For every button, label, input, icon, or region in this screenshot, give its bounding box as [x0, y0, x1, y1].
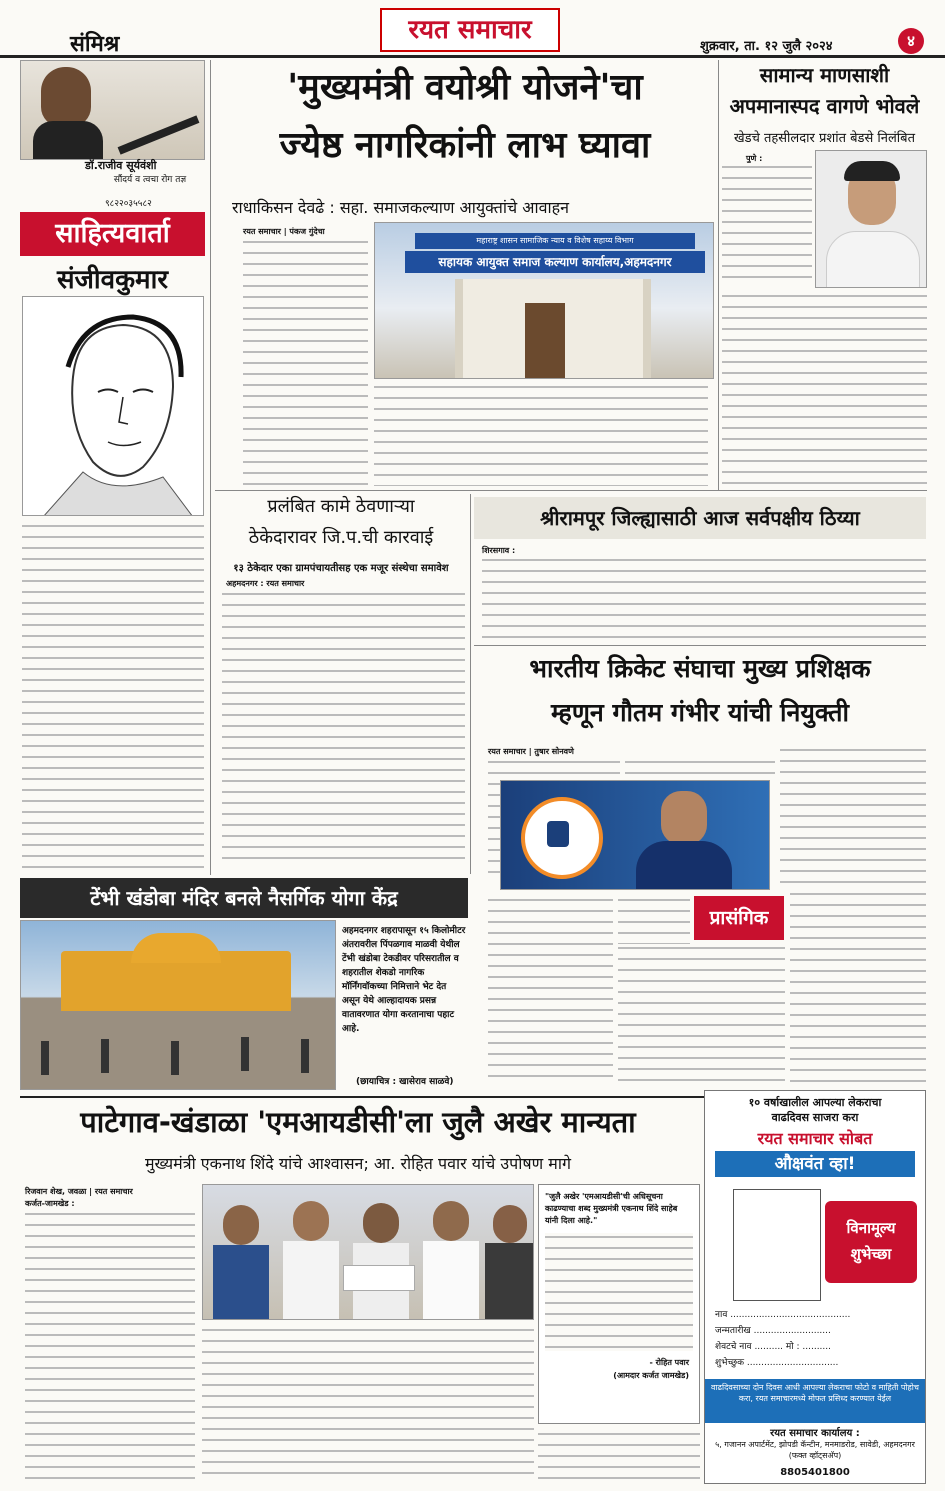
author-role: सौंदर्य व त्वचा रोग तज्ञ [113, 175, 187, 185]
story7-body-col3 [538, 1430, 700, 1480]
story7-deck: मुख्यमंत्री एकनाथ शिंदे यांचे आश्वासन; आ. रोहित पवार यांचे उपोषण मागे [144, 1154, 572, 1173]
ad-phone: 8805401800 [780, 1467, 850, 1478]
story4-dateline: शिरसगाव : [482, 546, 516, 555]
story7-quote: "जुलै अखेर 'एमआयडीसी'ची अधिसूचना काढण्याचा शब्द मुख्यमंत्री एकनाथ शिंदे साहेब यांनी दिला आहे." [545, 1192, 678, 1225]
story5-body-col3 [780, 746, 926, 886]
ad-office: रयत समाचार कार्यालय : [770, 1428, 860, 1439]
ad-line2: वाढदिवस साजरा करा [771, 1111, 859, 1124]
story7-headline: पाटेगाव-खंडाळा 'एमआयडीसी'ला जुलै अखेर मान्यता [80, 1105, 636, 1139]
story5-byline: रयत समाचार | तुषार सोनवणे [488, 747, 574, 756]
story3-deck: १३ ठेकेदार एका ग्रामपंचायतीसह एक मजूर संस्थेचा समावेश [233, 563, 449, 574]
story1-headline-line1: 'मुख्यमंत्री वयोश्री योजने'चा [287, 67, 643, 108]
ad-free-badge [825, 1201, 917, 1283]
issue-date: शुक्रवार, ता. १२ जुलै २०२४ [700, 39, 833, 54]
section-name: संमिश्र [70, 32, 120, 57]
ad-line3: रयत समाचार सोबत [757, 1129, 873, 1148]
story1-deck: राधाकिसन देवढे : सहा. समाजकल्याण आयुक्तांचे आवाहन [232, 198, 570, 217]
story2-dateline: पुणे : [746, 154, 763, 163]
story5-body-bottom4 [790, 890, 926, 1086]
story5-headline-line2: म्हणून गौतम गंभीर यांची नियुक्ती [551, 698, 849, 727]
story1-byline: रयत समाचार | पंकज गुंदेचा [243, 227, 325, 236]
column-subject: संजीवकुमार [57, 265, 168, 295]
story7-dateline: कर्जत-जामखेड : [25, 1199, 75, 1208]
ad-badge-line2: शुभेच्छा [850, 1245, 892, 1263]
story1-headline-line2: ज्येष्ठ नागरिकांनी लाभ घ्यावा [279, 125, 651, 166]
story3-headline-line1: प्रलंबित कामे ठेवणाऱ्या [267, 496, 415, 517]
story7-quote-box [538, 1184, 700, 1424]
story3-headline-line2: ठेकेदारावर जि.प.ची कारवाई [248, 527, 434, 548]
birthday-ad [704, 1090, 926, 1484]
column-title: साहित्यवार्ता [20, 212, 205, 256]
board-line1: महाराष्ट्र शासन सामाजिक न्याय व विशेष सहाय्य विभाग [415, 233, 695, 249]
author-name: डॉ.राजीव सूर्यवंशी [85, 159, 157, 172]
story5-gambhir-photo [500, 780, 770, 890]
story5-headline-line1: भारतीय क्रिकेट संघाचा मुख्य प्रशिक्षक [529, 654, 871, 683]
ad-line1: १० वर्षाखालील आपल्या लेकराचा [748, 1096, 882, 1109]
story6-credit: (छायाचित्र : खासेराव साळवे) [356, 1077, 454, 1087]
story1-office-photo [374, 222, 714, 379]
story7-body-col2 [202, 1326, 534, 1480]
author-photo [20, 60, 205, 160]
ad-field-name: नाव .......................................... [715, 1310, 851, 1320]
story4-body [482, 556, 926, 640]
ad-photo-frame [733, 1189, 821, 1301]
story7-quote-role: (आमदार कर्जत जामखेड) [613, 1371, 689, 1380]
story3-body [222, 590, 465, 868]
page-number: ४ [898, 28, 924, 54]
ad-address: ५, गजानन अपार्टमेंट, झोपडी कॅन्टीन, मनमाडरोड, सावेडी, अहमदनगर (फक्त व्हॉट्सअ‍ॅप) [715, 1440, 915, 1460]
story5-badge: प्रासंगिक [694, 896, 784, 940]
portrait-sketch [22, 296, 204, 516]
story3-byline: अहमदनगर : रयत समाचार [226, 579, 305, 588]
story2-deck: खेडचे तहसीलदार प्रशांत बेडसे निलंबित [733, 131, 916, 146]
story1-body-col2 [374, 383, 708, 486]
story4-headline: श्रीरामपूर जिल्ह्यासाठी आज सर्वपक्षीय ठिय्या [474, 497, 926, 539]
story2-body-bottom [722, 292, 927, 487]
story2-body-top [722, 163, 812, 285]
story2-headline-line1: सामान्य माणसाशी [759, 63, 890, 87]
story2-portrait [815, 150, 927, 288]
ad-field-dob: जन्मतारीख ........................... [715, 1326, 831, 1336]
story6-headline: टेंभी खंडोबा मंदिर बनले नैसर्गिक योगा केंद्र [20, 878, 468, 918]
story7-body-col1 [25, 1210, 195, 1480]
story7-byline: रिजवान शेख, जवळा | रयत समाचार [25, 1187, 133, 1196]
author-phone: ९८२२०३५५८२ [105, 199, 152, 209]
story5-body-bottom1 [488, 896, 613, 1086]
story2-headline-line2: अपमानास्पद वागणे भोवले [729, 94, 920, 118]
story7-meeting-photo [202, 1184, 534, 1320]
story6-yoga-photo [20, 920, 336, 1090]
board-line2: सहायक आयुक्त समाज कल्याण कार्यालय,अहमदनगर [405, 251, 705, 273]
story5-body-bottom3 [618, 944, 785, 1086]
story7-quote-author: - रोहित पवार [649, 1358, 689, 1367]
ad-badge-line1: विनामूल्य [846, 1219, 896, 1237]
story6-caption: अहमदनगर शहरापासून १५ किलोमीटर अंतरावरील पिंपळगाव माळवी येथील टेंभी खंडोबा टेकडीवर परिसरातील व शहरातील शेकडो नागरिक मॉर्निंगवॉकच्या निमित्ताने भेट देत असून येथे आल्हादायक प्रसन्न वातावरणात योगा करतानाचा पहाट आहे. [342, 926, 466, 1034]
ad-field-wisher: शुभेच्छुक ................................ [715, 1358, 839, 1368]
column-body [22, 522, 204, 870]
ad-field-lastname: शेवटचे नाव .......... मो : .......... [715, 1342, 832, 1352]
masthead: रयत समाचार [380, 8, 560, 52]
story5-body-col2 [625, 758, 775, 778]
ad-notice: वाढदिवसाच्या दोन दिवस आधी आपल्या लेकराचा फोटो व माहिती पोहोच करा, रयत समाचारमध्ये मोफत प्रसिध्द करण्यात येईल [705, 1379, 925, 1423]
ad-line4: औक्षवंत व्हा! [715, 1151, 915, 1177]
story1-body-col1 [243, 238, 368, 486]
